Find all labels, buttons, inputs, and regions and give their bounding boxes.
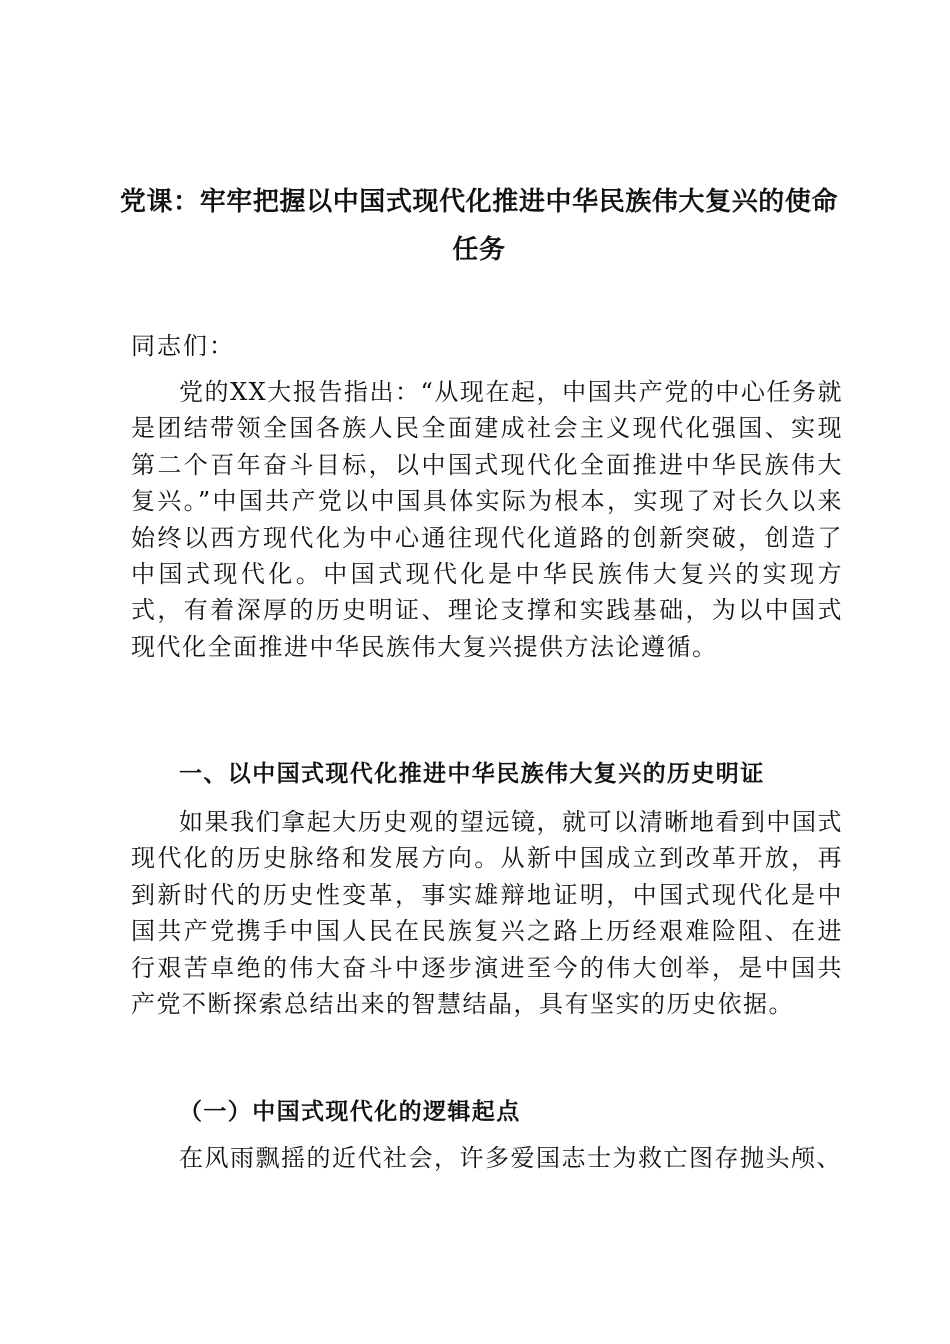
subsection-heading: （一）中国式现代化的逻辑起点 (179, 1099, 521, 1125)
document-title: 党课：牢牢把握以中国式现代化推进中华民族伟大复兴的使命任务 (119, 187, 839, 265)
salutation: 同志们： (131, 332, 235, 360)
paragraph-intro: 党的XX大报告指出：“从现在起，中国共产党的中心任务就是团结带领全国各族人民全面建成社会主义现代化强国、实现第二个百年奋斗目标，以中国式现代化全面推进中华民族伟大复兴。”中国共产党以中国具体实际为根本，实现了对长久以来始终以西方现代化为中心通往现代化道路的创新突破，创造了中国式现代化。中国式现代化是中华民族伟大复兴的实现方式，有着深厚的历史明证、理论支撑和实践基础，为以中国式现代化全面推进中华民族伟大复兴提供方法论遵循。 (131, 378, 843, 661)
paragraph-history: 如果我们拿起大历史观的望远镜，就可以清晰地看到中国式现代化的历史脉络和发展方向。从新中国成立到改革开放，再到新时代的历史性变革，事实雄辩地证明，中国式现代化是中国共产党携手中国人民在民族复兴之路上历经艰难险阻、在进行艰苦卓绝的伟大奋斗中逐步演进至今的伟大创举，是中国共产党不断探索总结出来的智慧结晶，具有坚实的历史依据。 (131, 808, 843, 1019)
section-heading: 一、以中国式现代化推进中华民族伟大复兴的历史明证 (179, 761, 765, 787)
paragraph-modern-society: 在风雨飘摇的近代社会，许多爱国志士为救亡图存抛头颅、 (179, 1144, 842, 1172)
